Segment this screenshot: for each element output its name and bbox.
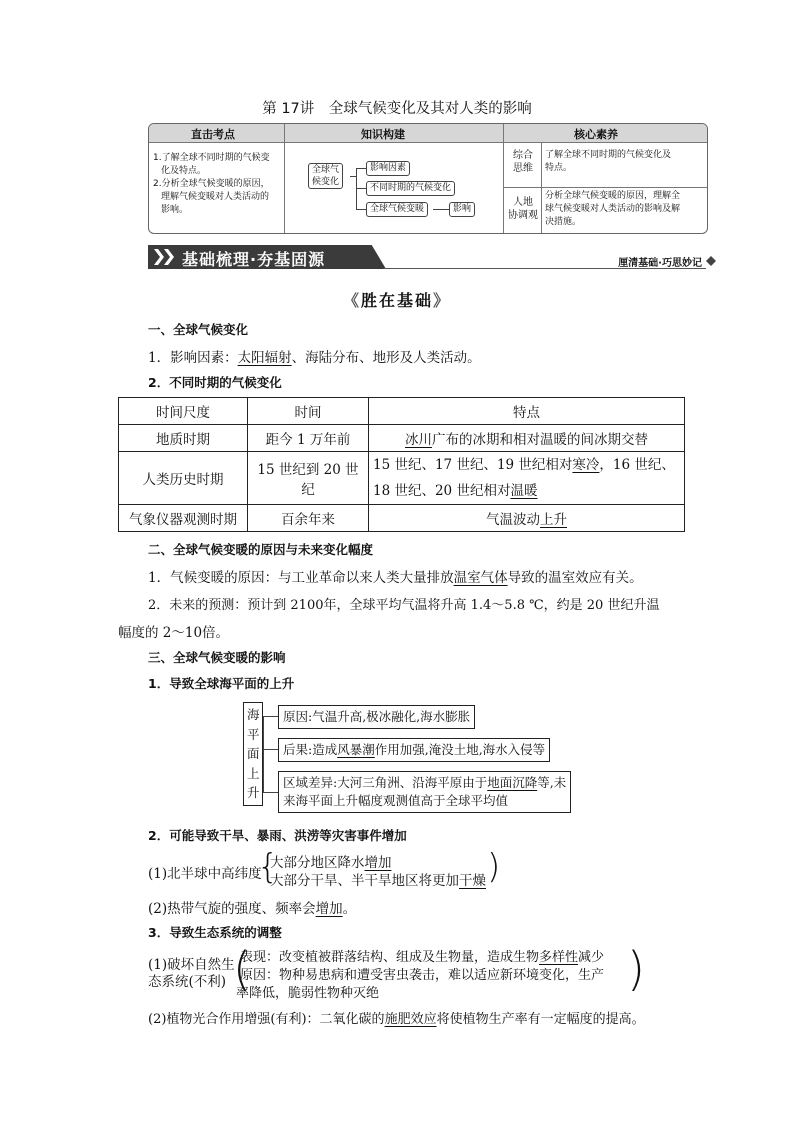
divider <box>284 124 285 233</box>
table-row: 人类历史时期 15 世纪到 20 世纪 15 世纪、17 世纪、19 世纪相对寒冷，16 世纪、 18 世纪、20 世纪相对温暖 <box>119 452 685 505</box>
climate-periods-table <box>118 397 685 532</box>
page-title: 第 17讲 全球气候变化及其对人类的影响 <box>262 101 532 117</box>
overview-header <box>149 124 707 143</box>
photosynthesis-line: (2)植物光合作用增强(有利)：二氧化碳的施肥效应将使植物生产率有一定幅度的提高。 <box>148 1012 645 1027</box>
header-literacy: 核心素养 <box>574 128 618 141</box>
right-brace: ) <box>487 847 501 887</box>
north-precip: 大部分地区降水增加 <box>270 855 392 871</box>
sea-level-result: 后果:造成风暴潮作用加强,淹没土地,海水入侵等 <box>278 738 550 762</box>
north-label: (1)北半球中高纬度 <box>148 866 262 882</box>
eco-cause-2: 率降低，脆弱性物种灭绝 <box>236 986 380 1001</box>
north-drought: 大部分干旱、半干旱地区将更加干燥 <box>270 873 486 889</box>
warming-cause-line: 1．气候变暖的原因：与工业革命以来人类大量排放温室气体导致的温室效应有关。 <box>148 570 643 586</box>
eco-manifestation: 表现：改变植被群落结构、组成及生物量，造成生物多样性减少 <box>240 950 605 965</box>
table-row: 气象仪器观测时期 百余年来 气温波动上升 <box>119 505 685 532</box>
header-knowledge: 知识构建 <box>361 128 405 141</box>
table-row: 地质时期 距今 1 万年前 冰川广布的冰期和相对温暖的间冰期交替 <box>119 425 685 452</box>
heading-ecosystem: 3．导致生态系统的调整 <box>148 925 282 940</box>
table-header-row: 时间尺度 时间 特点 <box>119 398 685 425</box>
knowledge-branch-impact: 影响 <box>449 202 475 217</box>
sea-level-region: 区域差异:大河三角洲、沿海平原由于地面沉降等,未 来海平面上升幅度观测值高于全球平均值 <box>278 771 571 813</box>
heading-sea-level: 1．导致全球海平面的上升 <box>148 676 295 691</box>
literacy-label-2: 人地 协调观 <box>508 197 538 221</box>
overview-box <box>148 123 708 234</box>
eco-cause-1: 原因：物种易患病和遭受害虫袭击，难以适应新环境变化，生产 <box>240 968 605 983</box>
literacy-text-2: 分析全球气候变暖的原因，理解全 球气候变暖对人类活动的影响及解 决措施。 <box>545 191 681 227</box>
heading-climate-change: 一、全球气候变化 <box>148 322 249 337</box>
tropical-cyclone: (2)热带气旋的强度、频率会增加。 <box>148 901 357 917</box>
literacy-label-1: 综合 思维 <box>513 150 533 174</box>
section-tag: 《胜在基础》 <box>342 291 452 310</box>
header-exam-points: 直击考点 <box>191 128 235 141</box>
banner-subtitle: 厘清基础·巧思妙记 <box>618 258 702 269</box>
heading-periods: 2．不同时期的气候变化 <box>148 375 282 390</box>
exam-points: 1.了解全球不同时期的气候变 化及特点。 2.分析全球气候变暖的原因， 理解气候变暖对人类活动的 影响。 <box>153 153 270 215</box>
prediction-line-1: 2．未来的预测：预计到 2100年，全球平均气温将升高 1.4～5.8 ℃，约是 20 世纪升温 <box>148 598 660 613</box>
knowledge-branch-warming: 全球气候变暖 <box>366 202 428 217</box>
prediction-line-2: 幅度的 2～10倍。 <box>118 625 230 641</box>
divider <box>503 187 707 188</box>
right-brace: ) <box>627 942 645 996</box>
left-brace: { <box>257 847 279 887</box>
section-banner <box>148 243 706 271</box>
sea-level-cause: 原因:气温升高,极冰融化,海水膨胀 <box>278 705 475 729</box>
sea-level-label: 海 平 面 上 升 <box>243 702 263 806</box>
knowledge-branch-factors: 影响因素 <box>366 161 410 176</box>
left-brace: ( <box>233 942 251 996</box>
factors-line: 1．影响因素：太阳辐射、海陆分布、地形及人类活动。 <box>148 350 481 366</box>
literacy-text-1: 了解全球不同时期的气候变化及 特点。 <box>545 150 672 173</box>
heading-warming-causes: 二、全球气候变暖的原因与未来变化幅度 <box>148 542 374 557</box>
divider <box>503 124 504 233</box>
banner-title: 基础梳理·夯基固源 <box>182 250 326 269</box>
diamond-icon <box>706 256 716 266</box>
knowledge-center: 全球气 候变化 <box>308 163 343 189</box>
chevron-icon <box>154 249 178 265</box>
heading-disasters: 2．可能导致干旱、暴雨、洪涝等灾害事件增加 <box>148 828 407 843</box>
knowledge-branch-periods: 不同时期的气候变化 <box>366 181 455 196</box>
heading-warming-impacts: 三、全球气候变暖的影响 <box>148 650 286 665</box>
eco-label: (1)破坏自然生 态系统(不利) <box>148 957 235 990</box>
